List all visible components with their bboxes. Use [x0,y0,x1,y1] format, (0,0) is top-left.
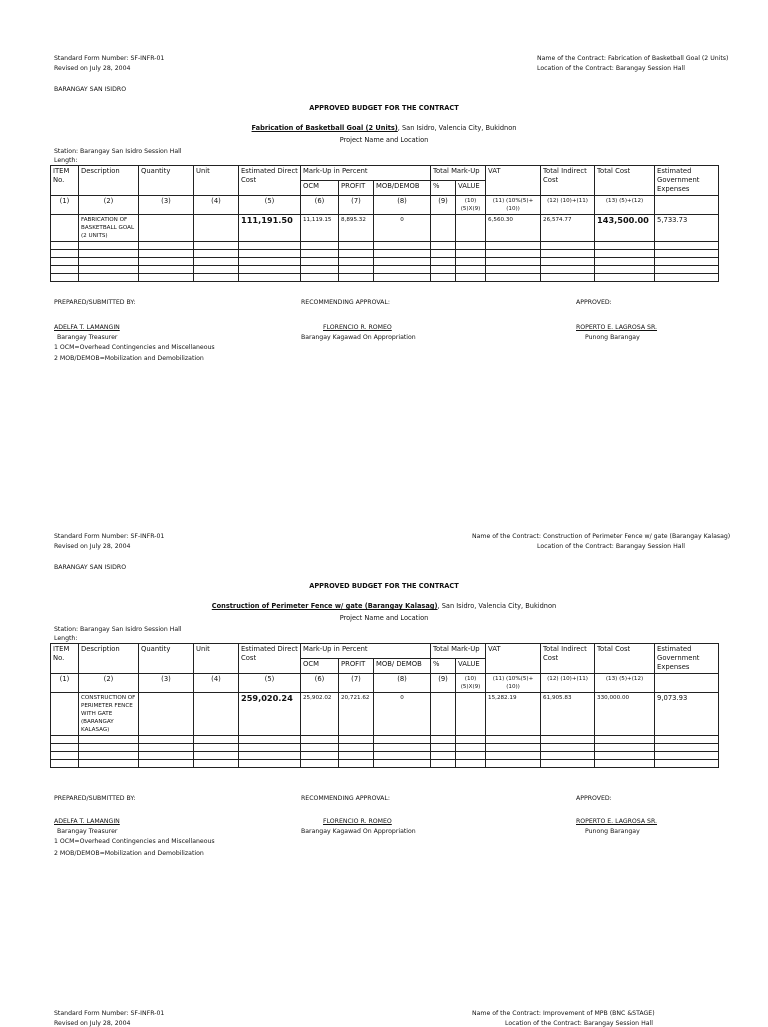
project-name: Construction of Perimeter Fence w/ gate (Barangay Kalasag) [211,602,438,610]
header-gov-expenses: Estimated Government Expenses [655,166,719,196]
approver-title: Punong Barangay [585,828,640,835]
col-number: (1) [51,196,79,215]
project-name: Fabrication of Basketball Goal (2 Units) [251,124,398,132]
row-gov-expenses: 5,733.73 [655,215,719,242]
col-number: (6) [301,674,339,693]
header-unit: Unit [194,166,239,196]
header-ocm: OCM [301,659,339,674]
col-number: (7) [339,674,374,693]
preparer-title: Barangay Treasurer [57,334,118,341]
recommending-label: RECOMMENDING APPROVAL: [301,299,390,306]
table-row [51,760,719,768]
row-gov-expenses: 9,073.93 [655,693,719,736]
col-number: (7) [339,196,374,215]
col-number-empty [655,196,719,215]
table-row [51,693,719,736]
table-row [51,752,719,760]
recommending-label: RECOMMENDING APPROVAL: [301,795,390,802]
project-caption: Project Name and Location [339,136,429,144]
form-number: Standard Form Number: SF-INFR-01 [54,55,165,62]
col-number: (9) [431,196,456,215]
col-number: (10) (5)X(9) [456,196,486,215]
table-row [51,744,719,752]
recommender-title: Barangay Kagawad On Appropriation [301,828,416,835]
row-vat: 15,282.19 [486,693,541,736]
note-mob-demob: 2 MOB/DEMOB=Mobilization and Demobilization [54,850,204,857]
col-number: (4) [194,196,239,215]
col-number: (6) [301,196,339,215]
header-total-indirect: Total Indirect Cost [541,644,595,674]
barangay-name: BARANGAY SAN ISIDRO [54,564,127,571]
row-mob-demob: 0 [374,215,431,242]
header-value: VALUE [456,181,486,196]
col-number: (12) (10)+(11) [541,674,595,693]
col-number: (5) [239,196,301,215]
document-title: APPROVED BUDGET FOR THE CONTRACT [309,104,459,112]
col-number: (3) [139,674,194,693]
col-number: (10) (5)X(9) [456,674,486,693]
col-number: (12) (10)+(11) [541,196,595,215]
header-description: Description [79,644,139,674]
note-mob-demob: 2 MOB/DEMOB=Mobilization and Demobilization [54,355,204,362]
preparer-name: ADELFA T. LAMANGIN [54,324,120,331]
note-ocm: 1 OCM=Overhead Contingencies and Miscellaneous [54,838,215,845]
project-location: , San Isidro, Valencia City, Bukidnon [437,602,557,610]
length: Length: [54,157,78,164]
recommender-name: FLORENCIO R. ROMEO [323,818,392,825]
header-mob-demob: MOB/ DEMOB [374,659,431,674]
header-value: VALUE [456,659,486,674]
preparer-title: Barangay Treasurer [57,828,118,835]
header-gov-expenses: Estimated Government Expenses [655,644,719,674]
header-percent: % [431,659,456,674]
form-number: Standard Form Number: SF-INFR-01 [54,1010,165,1017]
col-number: (1) [51,674,79,693]
prepared-label: PREPARED/SUBMITTED BY: [54,795,136,802]
revised-date: Revised on July 28, 2004 [54,1020,131,1027]
barangay-name: BARANGAY SAN ISIDRO [54,86,127,93]
project-name-line [0,602,768,610]
col-number: (8) [374,196,431,215]
col-number: (11) (10%(5)+(10)) [486,196,541,215]
station: Station: Barangay San Isidro Session Hall [54,626,182,633]
header-quantity: Quantity [139,166,194,196]
row-profit: 20,721.62 [339,693,374,736]
row-description: CONSTRUCTION OF PERIMETER FENCE WITH GATE (BARANGAY KALASAG) [79,693,139,736]
table-row [51,736,719,744]
col-number: (4) [194,674,239,693]
row-ocm: 11,119.15 [301,215,339,242]
header-percent: % [431,181,456,196]
preparer-name: ADELFA T. LAMANGIN [54,818,120,825]
contract-location: Location of the Contract: Barangay Session Hall [537,543,685,550]
approved-label: APPROVED: [576,795,612,802]
budget-table [50,165,719,282]
header-item-no: ITEM No. [51,166,79,196]
length: Length: [54,635,78,642]
project-name-line [0,124,768,132]
row-total-indirect: 26,574.77 [541,215,595,242]
row-profit: 8,895.32 [339,215,374,242]
col-number: (2) [79,674,139,693]
header-total-indirect: Total Indirect Cost [541,166,595,196]
header-unit: Unit [194,644,239,674]
header-description: Description [79,166,139,196]
document-title: APPROVED BUDGET FOR THE CONTRACT [309,582,459,590]
project-caption: Project Name and Location [339,614,429,622]
approver-title: Punong Barangay [585,334,640,341]
header-markup-percent: Mark-Up in Percent [301,644,431,659]
col-number: (9) [431,674,456,693]
header-ocm: OCM [301,181,339,196]
header-direct-cost: Estimated Direct Cost [239,644,301,674]
recommender-name: FLORENCIO R. ROMEO [323,324,392,331]
table-row [51,250,719,258]
contract-name: Name of the Contract: Improvement of MPB (BNC &STAGE) [472,1010,655,1017]
col-number: (3) [139,196,194,215]
row-total-indirect: 61,905.83 [541,693,595,736]
row-total-cost: 330,000.00 [595,693,655,736]
row-vat: 6,560.30 [486,215,541,242]
table-row [51,242,719,250]
budget-table [50,643,719,768]
col-number-empty [655,674,719,693]
station: Station: Barangay San Isidro Session Hall [54,148,182,155]
approved-label: APPROVED: [576,299,612,306]
header-profit: PROFIT [339,181,374,196]
col-number: (13) (5)+(12) [595,674,655,693]
contract-location: Location of the Contract: Barangay Session Hall [505,1020,653,1027]
header-vat: VAT [486,166,541,196]
col-number: (11) (10%(5)+(10)) [486,674,541,693]
project-location: , San Isidro, Valencia City, Bukidnon [397,124,517,132]
contract-name: Name of the Contract: Fabrication of Basketball Goal (2 Units) [537,55,729,62]
header-vat: VAT [486,644,541,674]
note-ocm: 1 OCM=Overhead Contingencies and Miscellaneous [54,344,215,351]
table-row [51,258,719,266]
header-quantity: Quantity [139,644,194,674]
table-row [51,274,719,282]
row-mob-demob: 0 [374,693,431,736]
row-description: FABRICATION OF BASKETBALL GOAL (2 UNITS) [79,215,139,242]
table-row [51,266,719,274]
row-ocm: 25,902.02 [301,693,339,736]
contract-location: Location of the Contract: Barangay Session Hall [537,65,685,72]
header-total-markup: Total Mark-Up [431,644,486,659]
contract-name: Name of the Contract: Construction of Perimeter Fence w/ gate (Barangay Kalasag) [472,533,731,540]
header-mob-demob: MOB/DEMOB [374,181,431,196]
revised-date: Revised on July 28, 2004 [54,65,131,72]
col-number: (2) [79,196,139,215]
form-number: Standard Form Number: SF-INFR-01 [54,533,165,540]
col-number: (5) [239,674,301,693]
row-direct-cost: 259,020.24 [239,693,301,736]
header-direct-cost: Estimated Direct Cost [239,166,301,196]
header-item-no: ITEM No. [51,644,79,674]
header-total-markup: Total Mark-Up [431,166,486,181]
row-total-cost: 143,500.00 [595,215,655,242]
col-number: (8) [374,674,431,693]
table-row [51,215,719,242]
header-total-cost: Total Cost [595,166,655,196]
recommender-title: Barangay Kagawad On Appropriation [301,334,416,341]
header-total-cost: Total Cost [595,644,655,674]
header-markup-percent: Mark-Up in Percent [301,166,431,181]
col-number: (13) (5)+(12) [595,196,655,215]
approver-name: ROPERTO E. LAGROSA SR. [576,818,658,825]
revised-date: Revised on July 28, 2004 [54,543,131,550]
header-profit: PROFIT [339,659,374,674]
approver-name: ROPERTO E. LAGROSA SR. [576,324,658,331]
prepared-label: PREPARED/SUBMITTED BY: [54,299,136,306]
row-direct-cost: 111,191.50 [239,215,301,242]
